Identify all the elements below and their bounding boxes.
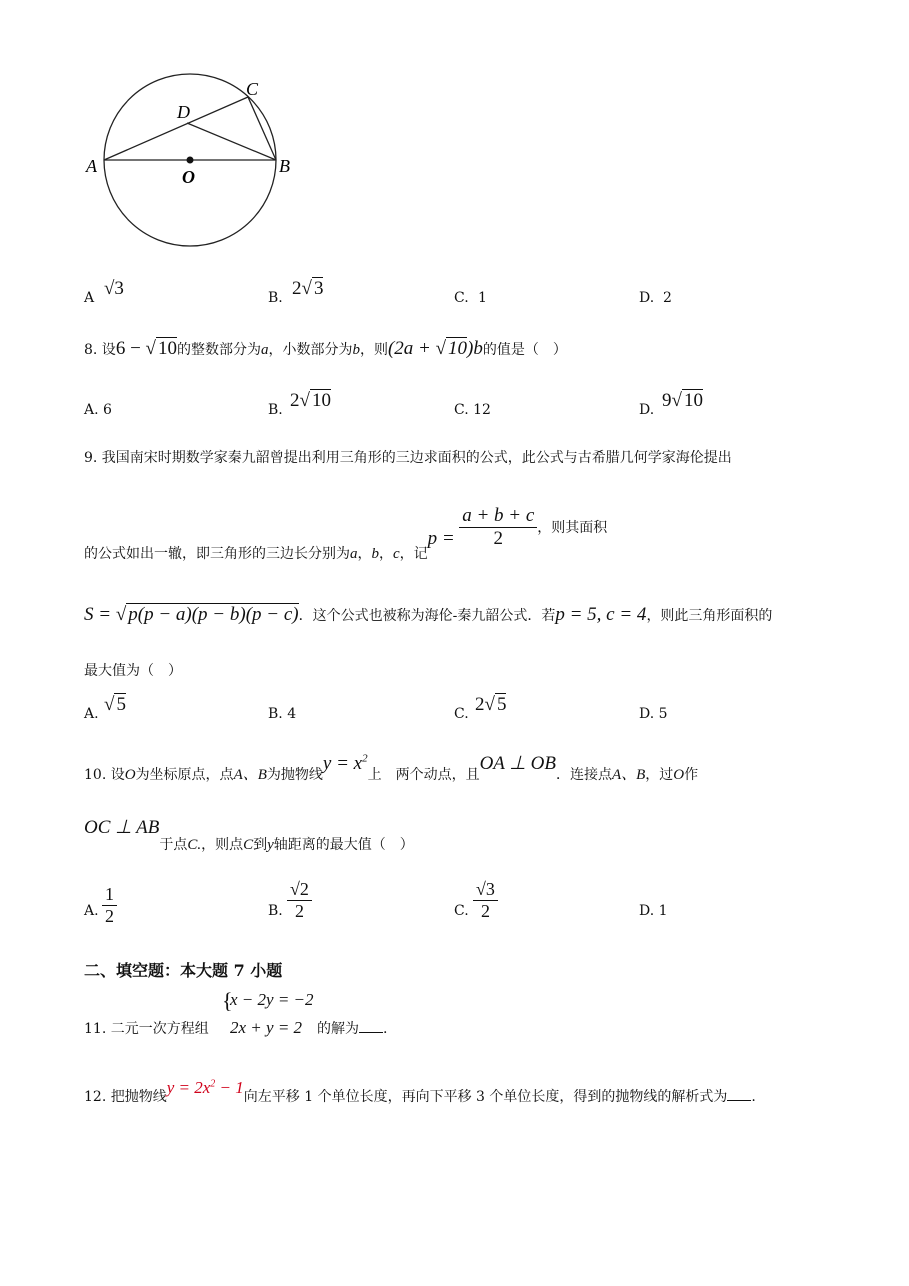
q9-option-a-expr: √ 5 (104, 694, 126, 715)
q7-option-a-label: A (84, 290, 95, 306)
q8-option-b-label: B. (268, 402, 283, 418)
q10-option-c-label: C. (454, 903, 469, 919)
label-b: B (279, 156, 290, 176)
q8-expr-2: (2a + √ 10)b (387, 338, 483, 359)
q10-perpendicular-2: OC ⊥ AB (84, 817, 160, 838)
q9-option-c-expr: 2√ 5 (475, 694, 507, 715)
q10-option-a-label: A. (84, 903, 99, 919)
q9-line-1: 9. 我国南宋时期数学家秦九韶曾提出利用三角形的三边求面积的公式，此公式与古希腊几何学家海伦提出 (84, 450, 732, 466)
q8-text-2: 的整数部分为 (176, 342, 261, 358)
q7-option-b-coef: 2 (292, 278, 302, 299)
label-a: A (86, 156, 97, 176)
q9-option-d: D. 5 (639, 706, 668, 722)
q8-option-b-expr: 2√ 10 (290, 390, 331, 411)
q11-text-1: 11. 二元一次方程组 (84, 1021, 209, 1037)
q9-s-formula: S = √ p(p − a)(p − b)(p − c) (84, 604, 299, 625)
q9-option-a-label: A. (84, 706, 99, 722)
q8-text-end: 的值是（ ） (482, 342, 567, 358)
q9-condition: p = 5, c = 4 (555, 604, 647, 625)
q7-option-d-value: 2 (663, 290, 672, 306)
q7-option-b-rad: 3 (313, 278, 324, 299)
question-12: 12. 把抛物线$y = 2x^2 - 1$向左平移 1 个单位长度，再向下平移 3 个单位长度，得到的抛物线的解析式为 . (84, 1078, 756, 1105)
q10-option-b-frac: $\frac{√2}{2}$ (287, 879, 312, 922)
q9-option-b: B. 4 (268, 706, 297, 722)
q10-option-b-label: B. (268, 903, 283, 919)
q9-option-c-label: C. (454, 706, 469, 722)
label-o: O (182, 167, 195, 187)
q10-line-1: 10. 设O为坐标原点，点A、B为抛物线$y = x^2$上 两个动点，且OA ⊥ OB．连接点A、B，过O作 (84, 752, 699, 783)
q11-brace: { (222, 988, 233, 1013)
q10-option-d: D. 1 (639, 903, 668, 919)
circle-figure (80, 70, 310, 260)
q7-option-a-expr: √3 (104, 278, 124, 299)
q11-text-2: 的解为 . (317, 1018, 387, 1038)
q8-option-a: A. 6 (84, 402, 112, 418)
q8-text-1: 8. 设 (84, 342, 116, 358)
q10-parabola: $y = x^2$ (322, 752, 368, 774)
q8-expr-1: 6 − √ 10 (115, 338, 177, 359)
q9-line-3: S = √ p(p − a)(p − b)(p − c)．这个公式也被称为海伦-秦九韶公式．若p = 5, c = 4，则此三角形面积的 (84, 604, 773, 625)
q9-p-fraction: $\frac{a + b + c}{2}$ (459, 505, 537, 550)
q12-parabola: $y = 2x^2 - 1$ (166, 1078, 244, 1097)
q7-option-d-label: D. (639, 290, 655, 306)
q7-option-b-label: B. (268, 290, 283, 306)
q9-p-lhs: p = (427, 527, 455, 549)
q9-line-4: 最大值为（ ） (84, 663, 182, 679)
q8-option-d-label: D. (639, 402, 655, 418)
label-d: D (177, 102, 190, 122)
question-8: 8. 设6 − √ 10的整数部分为a，小数部分为b，则(2a + √ 10)b的值是（ ） (84, 338, 567, 359)
q10-option-a-frac: $\frac{1}{2}$ (102, 884, 117, 927)
q9-line-2: 的公式如出一辙，即三角形的三边长分别为a，b，c，记p = $\frac{a + b + c}{2}$ ，则其面积 (84, 505, 608, 562)
q11-eq-2: 2x + y = 2 (230, 1018, 303, 1037)
q7-option-c-value: 1 (478, 290, 487, 306)
q10-option-c-frac: $\frac{√3}{2}$ (473, 879, 498, 922)
q12-answer-blank[interactable] (727, 1086, 751, 1101)
label-c: C (246, 79, 259, 99)
segment-ac (104, 97, 248, 160)
q11-eq-1: x − 2y = −2 (230, 990, 314, 1009)
center-dot (187, 157, 194, 164)
q10-perpendicular: OA ⊥ OB (479, 753, 556, 774)
q8-option-d-expr: 9√ 10 (662, 390, 703, 411)
q8-option-c: C. 12 (454, 402, 491, 418)
q11-answer-blank[interactable] (359, 1018, 383, 1033)
q10-line-2: OC ⊥ AB于点C.，则点C到y轴距离的最大值（ ） (84, 817, 414, 853)
q7-option-c-label: C. (454, 290, 469, 306)
section-2-title: 二、填空题：本大题 7 小题 (84, 961, 283, 980)
